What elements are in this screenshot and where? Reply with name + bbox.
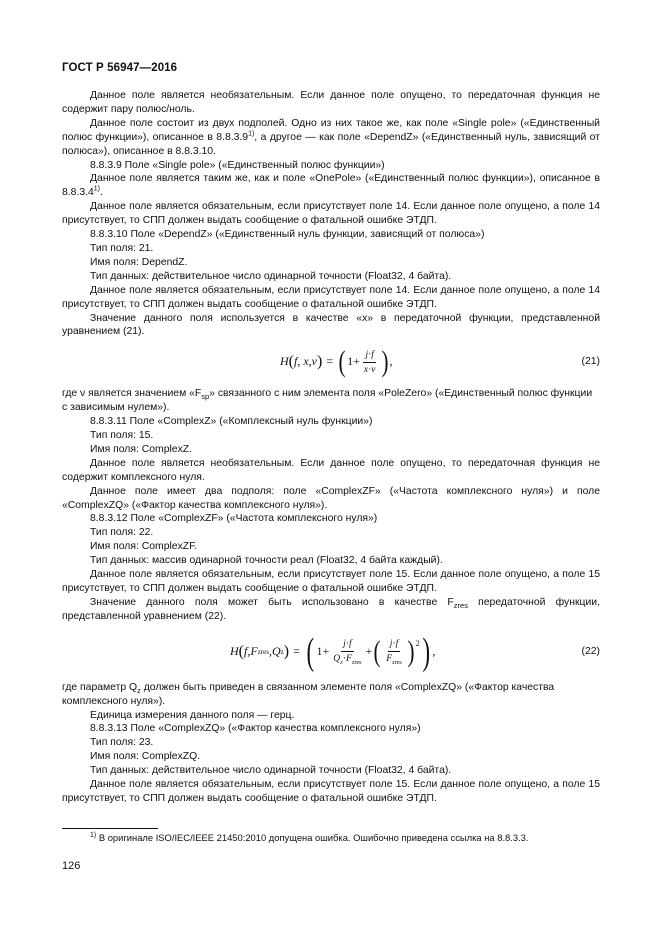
- footnote-separator: [62, 828, 158, 829]
- field-type: Тип поля: 15.: [90, 430, 154, 442]
- field-type: Тип поля: 21.: [90, 242, 154, 254]
- paragraph: Данное поле является обязательным, если присутствует поле 15. Если данное поле опущено, а поле 15 присутствует, то СПП должен выдать сообщение о фатальной ошибке ЭТДП.: [62, 779, 600, 804]
- equation-21: [62, 341, 600, 383]
- field-data-type: Тип данных: действительное число одинарной точности (Float32, 4 байта).: [90, 765, 452, 777]
- section-heading-8-8-3-11: 8.8.3.11 Поле «ComplexZ» («Комплексный нуль функции»): [90, 416, 373, 428]
- equation-22-formula: H ( f , F zres , Q z ) = ( 1+ $\frac{j\cdot f}{Q_z\cdot F_{zres}}$ + ( $\frac{j\cdot f}{F_{zres}}$ ) $^2$ ) ,: [230, 630, 436, 673]
- section-heading-8-8-3-12: 8.8.3.12 Поле «ComplexZF» («Частота комплексного нуля»): [90, 513, 378, 525]
- page-content: [62, 89, 600, 806]
- footnote-ref: 1): [93, 185, 101, 193]
- section-heading-8-8-3-10: 8.8.3.10 Поле «DependZ» («Единственный нуль функции, зависящий от полюса»): [90, 229, 485, 241]
- equation-21-formula: H ( f , x , v ) = ( 1+ $\frac{j\cdot f}{x\cdot v}$ ) ,: [280, 345, 393, 379]
- section-heading-8-8-3-9: 8.8.3.9 Поле «Single pole» («Единственный полюс функции»): [90, 159, 385, 171]
- equation-number: (22): [581, 645, 600, 657]
- paragraph: Значение данного поля может быть использовано в качестве $F_{zres}$ передаточной функции, представленной уравнением (22).: [62, 596, 600, 622]
- paragraph: Данное поле имеет два подполя: поле «ComplexZF» («Частота комплексного нуля») и поле «ComplexZQ» («Фактор качества комплексного нуля»).: [62, 485, 600, 511]
- paragraph: Данное поле является обязательным, если присутствует поле 14. Если данное поле опущено, а поле 14 присутствует, то СПП должен выдать сообщение о фатальной ошибке ЭТДП.: [62, 201, 600, 227]
- unit-line: Единица измерения данного поля — герц.: [90, 709, 295, 721]
- paragraph: Данное поле является необязательным. Если данное поле опущено, то передаточная функция не содержит комплексного нуля.: [62, 457, 600, 483]
- paragraph: Данное поле является таким же, как и поле «OnePole» («Единственный полюс функции»), описанное в 8.8.3.4$^{1)}$.: [62, 173, 600, 199]
- document-header: ГОСТ Р 56947—2016: [62, 62, 178, 74]
- section-heading-8-8-3-13: 8.8.3.13 Поле «ComplexZQ» («Фактор качества комплексного нуля»): [90, 723, 421, 735]
- paragraph: Данное поле является обязательным, если присутствует поле 14. Если данное поле опущено, а поле 14 присутствует, то СПП должен выдать сообщение о фатальной ошибке ЭТДП.: [62, 284, 600, 310]
- paragraph: где параметр $Q_z$ должен быть приведен в связанном элементе поля «ComplexZQ» («Фактор качества комплексного нуля»).: [62, 681, 555, 707]
- paragraph: Данное поле состоит из двух подполей. Одно из них такое же, как поле «Single pole» («Единственный полюс функции»), описанное в 8.8.3.9$^{1)}$, а другое — как поле «DependZ» («Единственный нуль, зависящий от полюса»), описанное в 8.8.3.10.: [62, 117, 600, 157]
- field-data-type: Тип данных: действительное число одинарной точности (Float32, 4 байта).: [90, 270, 452, 282]
- footnote-marker: 1): [90, 831, 97, 839]
- equation-22: [62, 627, 600, 677]
- footnote-text: В оригинале ISO/IEC/IEEE 21450:2010 допущена ошибка. Ошибочно приведена ссылка на 8.8.3.3.: [96, 832, 529, 843]
- field-data-type: Тип данных: массив одинарной точности реал (Float32, 4 байта каждый).: [90, 555, 443, 567]
- paragraph: Значение данного поля используется в качестве «x» в передаточной функции, представленной уравнением (21).: [62, 312, 600, 338]
- field-name: Имя поля: DependZ.: [90, 256, 188, 268]
- paragraph: Данное поле является обязательным, если присутствует поле 15. Если данное поле опущено, а поле 15 присутствует, то СПП должен выдать сообщение о фатальной ошибке ЭТДП.: [62, 569, 600, 594]
- paragraph: где ν является значением «$F_{sp}$» связанного с ним элемента поля «PoleZero» («Единственный полюс функции с зависимым нулем»).: [62, 388, 593, 414]
- field-type: Тип поля: 22.: [90, 527, 154, 539]
- footnote-ref: 1): [248, 130, 255, 138]
- field-name: Имя поля: ComplexZF.: [90, 541, 198, 553]
- field-name: Имя поля: ComplexZQ.: [90, 751, 201, 763]
- field-name: Имя поля: ComplexZ.: [90, 443, 192, 455]
- equation-number: (21): [581, 356, 600, 368]
- field-type: Тип поля: 23.: [90, 737, 154, 749]
- paragraph: Данное поле является необязательным. Если данное поле опущено, то передаточная функция не содержит пару полюс/ноль.: [62, 90, 600, 115]
- footnote: [90, 832, 529, 843]
- page-number: 126: [62, 860, 81, 872]
